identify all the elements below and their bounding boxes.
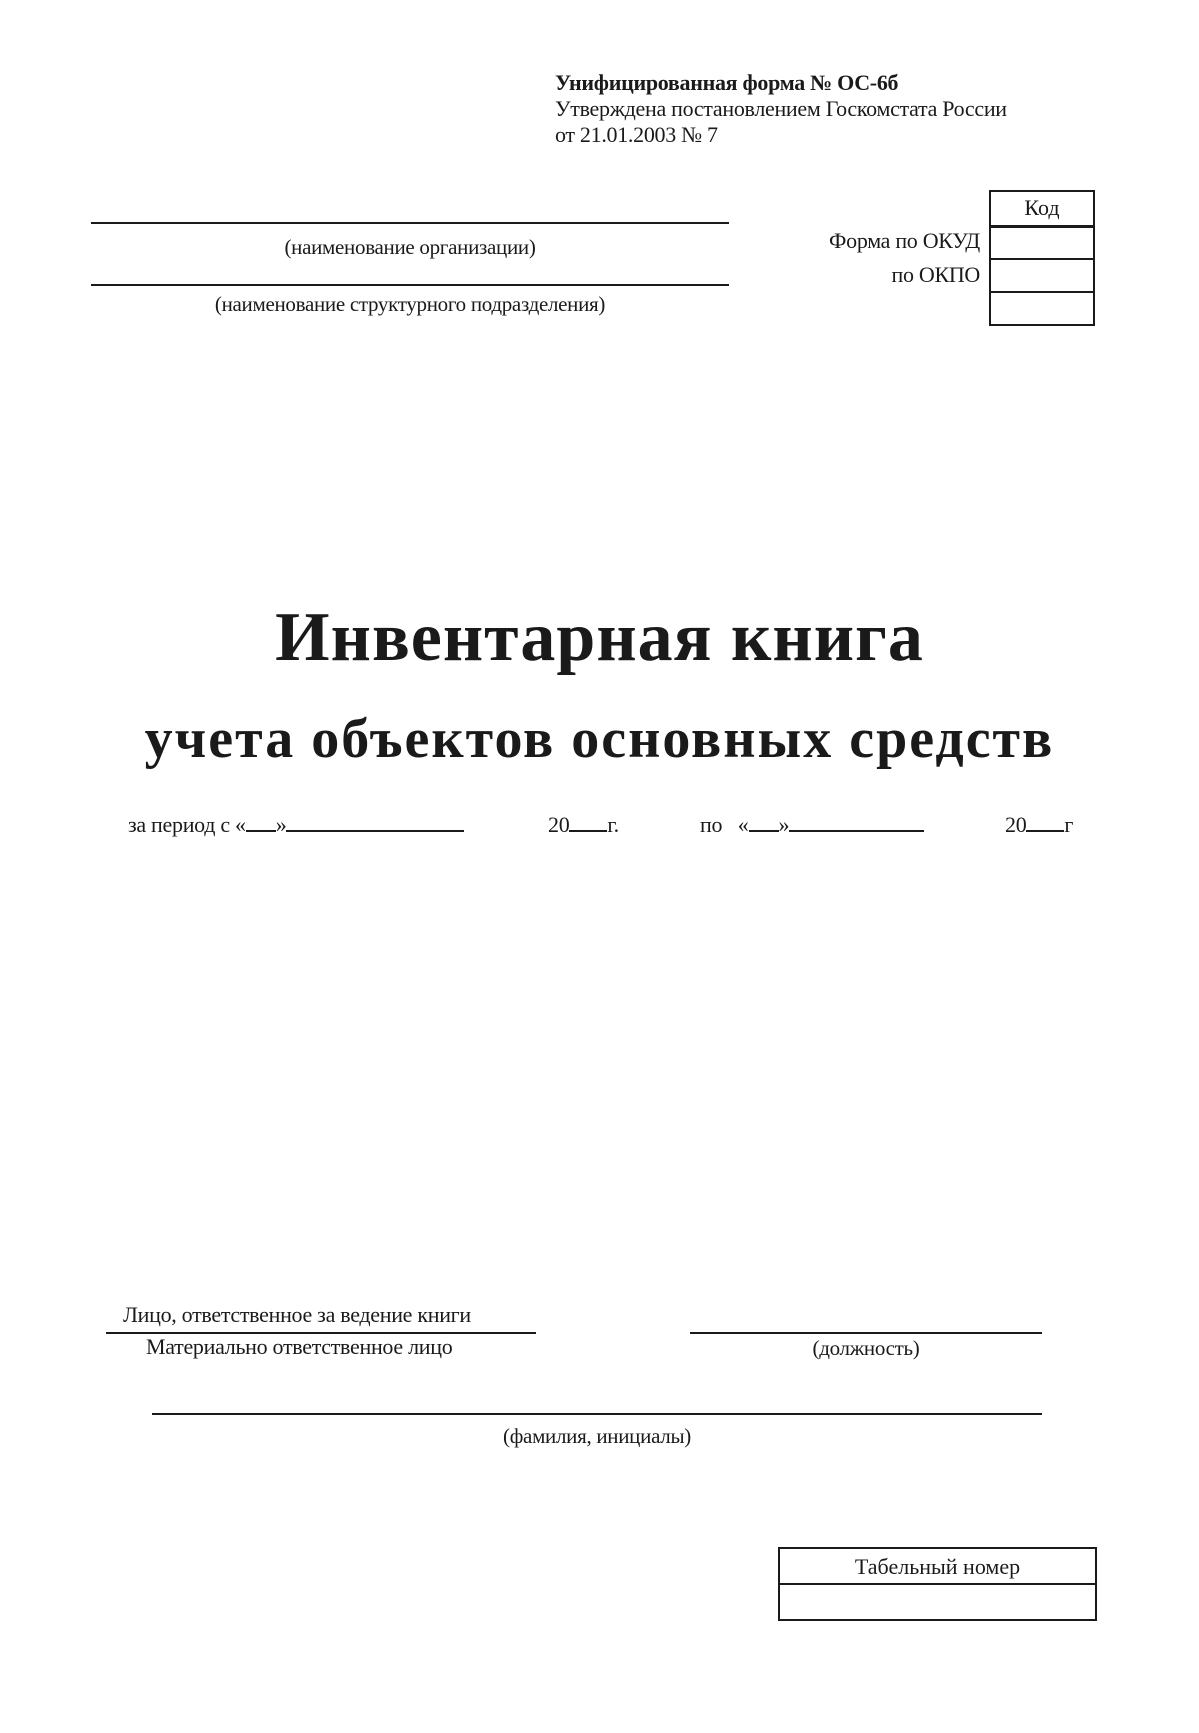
period-from-day-field[interactable] [246, 812, 276, 832]
period-to-year-prefix: 20 [1005, 812, 1027, 837]
document-subtitle: учета объектов основных средств [144, 708, 1055, 770]
organization-name-caption: (наименование организации) [284, 235, 536, 259]
period-from-year [548, 812, 619, 838]
position-caption: (должность) [812, 1336, 920, 1360]
period-prefix: за период с « [128, 812, 246, 837]
okud-code-cell[interactable] [991, 225, 1093, 258]
period-to-year-field[interactable] [1026, 812, 1064, 832]
period-to-year-suffix: г [1064, 812, 1074, 837]
structural-unit-line[interactable] [91, 284, 729, 286]
period-to-month-field[interactable] [789, 812, 924, 832]
period-to-day-field[interactable] [749, 812, 779, 832]
okpo-code-cell[interactable] [991, 258, 1093, 291]
position-line[interactable] [690, 1332, 1042, 1334]
period-to-quote-close: » [778, 812, 790, 837]
period-from-year-field[interactable] [569, 812, 607, 832]
responsible-book-label: Лицо, ответственное за ведение книги [123, 1302, 471, 1327]
extra-code-cell[interactable] [991, 291, 1093, 324]
full-name-line[interactable] [152, 1413, 1042, 1415]
structural-unit-caption: (наименование структурного подразделения) [214, 292, 606, 316]
approval-date: от 21.01.2003 № 7 [555, 122, 718, 147]
code-table [989, 190, 1095, 326]
full-name-caption: (фамилия, инициалы) [503, 1424, 691, 1448]
period-to [700, 812, 924, 838]
okpo-label: по ОКПО [891, 262, 980, 287]
tab-number-header: Табельный номер [780, 1549, 1095, 1585]
tab-number-field[interactable] [780, 1585, 1095, 1619]
period-to-quote-open: « [737, 812, 749, 837]
period-from-year-suffix: г. [607, 812, 619, 837]
period-from-year-prefix: 20 [548, 812, 570, 837]
organization-name-line[interactable] [91, 222, 729, 224]
period-from [128, 812, 464, 838]
period-to-word: по [700, 812, 723, 837]
form-name: Унифицированная форма № ОС-6б [555, 70, 899, 95]
approval-text: Утверждена постановлением Госкомстата России [555, 96, 1007, 121]
period-from-month-field[interactable] [286, 812, 464, 832]
responsible-material-label: Материально ответственное лицо [146, 1334, 453, 1359]
tab-number-table [778, 1547, 1097, 1621]
document-title: Инвентарная книга [275, 599, 924, 676]
code-table-header: Код [1024, 195, 1060, 220]
period-to-year [1005, 812, 1073, 838]
period-from-quote-close: » [275, 812, 287, 837]
okud-label: Форма по ОКУД [829, 228, 980, 253]
